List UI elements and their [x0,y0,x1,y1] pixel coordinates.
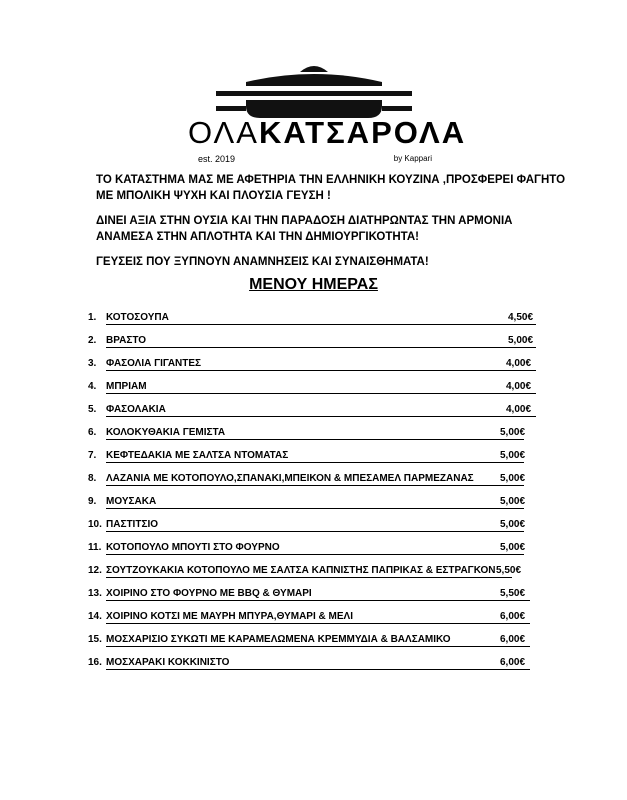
menu-item-price: 5,50€ [496,565,522,576]
menu-title: ΜΕΝΟΥ ΗΜΕΡΑΣ [249,276,378,293]
menu-item-number: 2. [88,335,97,346]
menu-item-rule [106,577,512,578]
menu-item-name: ΚΟΛΟΚΥΘΑΚΙΑ ΓΕΜΙΣΤΑ [106,427,226,438]
menu-item-name: ΜΟΥΣΑΚΑ [106,496,157,507]
menu-list [88,306,548,674]
menu-item [88,329,548,352]
menu-item-name: ΦΑΣΟΛΑΚΙΑ [106,404,166,415]
menu-item-price: 5,00€ [500,519,526,530]
menu-item-rule [106,439,524,440]
menu-item-number: 11. [88,542,102,553]
menu-item-rule [106,600,530,601]
brand-name-bold: ΚΑΤΣΑΡΟΛΑ [258,115,467,150]
menu-item [88,467,548,490]
menu-item [88,352,548,375]
menu-item-price: 4,00€ [506,358,532,369]
menu-item-name: ΦΑΣΟΛΙΑ ΓΙΓΑΝΤΕΣ [106,358,202,369]
menu-item-number: 1. [88,312,97,323]
menu-item-price: 5,00€ [500,450,526,461]
menu-item-number: 9. [88,496,97,507]
menu-item-number: 15. [88,634,102,645]
menu-item-number: 14. [88,611,102,622]
menu-item-name: ΣΟΥΤΖΟΥΚΑΚΙΑ ΚΟΤΟΠΟΥΛΟ ΜΕ ΣΑΛΤΣΑ ΚΑΠΝΙΣΤΗΣ ΠΑΠΡΙΚΑΣ & ΕΣΤΡΑΓΚΟΝ [106,565,496,576]
menu-item [88,605,548,628]
menu-item-name: ΚΟΤΟΣΟΥΠΑ [106,312,169,323]
logo [188,62,467,170]
menu-item-price: 6,00€ [500,611,526,622]
menu-item-rule [106,623,530,624]
menu-item-name: ΠΑΣΤΙΤΣΙΟ [106,519,158,530]
menu-item [88,536,548,559]
menu-item [88,582,548,605]
intro-text [96,172,566,279]
menu-item-price: 5,00€ [508,335,534,346]
menu-item [88,490,548,513]
menu-item-rule [106,485,524,486]
menu-item-rule [106,669,530,670]
menu-item-rule [106,508,524,509]
menu-item-number: 12. [88,565,102,576]
brand-name-light: ΟΛΑ [188,115,259,150]
menu-item-number: 5. [88,404,97,415]
menu-item-price: 5,00€ [500,542,526,553]
menu-item-name: ΚΟΤΟΠΟΥΛΟ ΜΠΟΥΤΙ ΣΤΟ ΦΟΥΡΝΟ [106,542,280,553]
menu-item [88,398,548,421]
menu-item-price: 4,50€ [508,312,534,323]
intro-paragraph: ΤΟ ΚΑΤΑΣΤΗΜΑ ΜΑΣ ΜΕ ΑΦΕΤΗΡΙΑ ΤΗΝ ΕΛΛΗΝΙΚΗ ΚΟΥΖΙΝΑ ,ΠΡΟΣΦΕΡΕΙ ΦΑΓΗΤΟ ΜΕ ΜΠΟΛΙΚΗ ΨΥΧΗ ΚΑΙ ΠΛΟΥΣΙΑ ΓΕΥΣΗ ! [96,174,566,202]
established-year: est. 2019 [198,154,236,164]
intro-paragraph: ΔΙΝΕΙ ΑΞΙΑ ΣΤΗΝ ΟΥΣΙΑ ΚΑΙ ΤΗΝ ΠΑΡΑΔΟΣΗ ΔΙΑΤΗΡΩΝΤΑΣ ΤΗΝ ΑΡΜΟΝΙΑ ΑΝΑΜΕΣΑ ΣΤΗΝ ΑΠΛΟΤΗΤΑ ΚΑΙ ΤΗΝ ΔΗΜΙΟΥΡΓΙΚΟΤΗΤΑ! [96,215,513,243]
by-line: by Kappari [393,154,432,163]
intro-paragraph: ΓΕΥΣΕΙΣ ΠΟΥ ΞΥΠΝΟΥΝ ΑΝΑΜΝΗΣΕΙΣ ΚΑΙ ΣΥΝΑΙΣΘΗΜΑΤΑ! [96,256,429,268]
menu-item-number: 6. [88,427,97,438]
menu-item-rule [106,554,524,555]
menu-item-number: 8. [88,473,97,484]
menu-item-name: ΜΟΣΧΑΡΙΣΙΟ ΣΥΚΩΤΙ ΜΕ ΚΑΡΑΜΕΛΩΜΕΝΑ ΚΡΕΜΜΥΔΙΑ & ΒΑΛΣΑΜΙΚΟ [106,634,451,645]
menu-item-rule [106,370,536,371]
menu-item-rule [106,646,530,647]
menu-item-name: ΧΟΙΡΙΝΟ ΚΟΤΣΙ ΜΕ ΜΑΥΡΗ ΜΠΥΡΑ,ΘΥΜΑΡΙ & ΜΕΛΙ [106,611,353,622]
menu-item-name: ΜΟΣΧΑΡΑΚΙ ΚΟΚΚΙΝΙΣΤΟ [106,657,230,668]
menu-item-number: 16. [88,657,102,668]
menu-item [88,651,548,674]
menu-item-rule [106,462,524,463]
menu-item-rule [106,324,536,325]
menu-item-name: ΧΟΙΡΙΝΟ ΣΤΟ ΦΟΥΡΝΟ ΜΕ BBQ & ΘΥΜΑΡΙ [106,588,312,599]
menu-item-number: 3. [88,358,97,369]
menu-item [88,444,548,467]
menu-item [88,421,548,444]
menu-item [88,559,548,582]
menu-item-number: 4. [88,381,97,392]
menu-item [88,375,548,398]
menu-item-number: 10. [88,519,102,530]
menu-item-rule [106,531,524,532]
menu-item-price: 5,00€ [500,473,526,484]
menu-item [88,306,548,329]
menu-item-rule [106,393,536,394]
menu-item-rule [106,416,536,417]
menu-item-price: 5,50€ [500,588,526,599]
menu-item-price: 6,00€ [500,657,526,668]
menu-item-price: 6,00€ [500,634,526,645]
menu-item-name: ΚΕΦΤΕΔΑΚΙΑ ΜΕ ΣΑΛΤΣΑ ΝΤΟΜΑΤΑΣ [106,450,289,461]
menu-item-rule [106,347,536,348]
menu-item [88,628,548,651]
menu-item-number: 7. [88,450,97,461]
menu-item-price: 5,00€ [500,427,526,438]
brand-name [188,115,467,150]
menu-item-name: ΛΑΖΑΝΙΑ ΜΕ ΚΟΤΟΠΟΥΛΟ,ΣΠΑΝΑΚΙ,ΜΠΕΙΚΟΝ & ΜΠΕΣΑΜΕΛ ΠΑΡΜΕΖΑΝΑΣ [106,473,474,484]
menu-item-number: 13. [88,588,102,599]
menu-item [88,513,548,536]
menu-item-price: 5,00€ [500,496,526,507]
menu-item-name: ΒΡΑΣΤΟ [106,335,147,346]
pot-icon [188,62,440,122]
menu-item-price: 4,00€ [506,381,532,392]
menu-item-name: ΜΠΡΙΑΜ [106,381,147,392]
menu-item-price: 4,00€ [506,404,532,415]
